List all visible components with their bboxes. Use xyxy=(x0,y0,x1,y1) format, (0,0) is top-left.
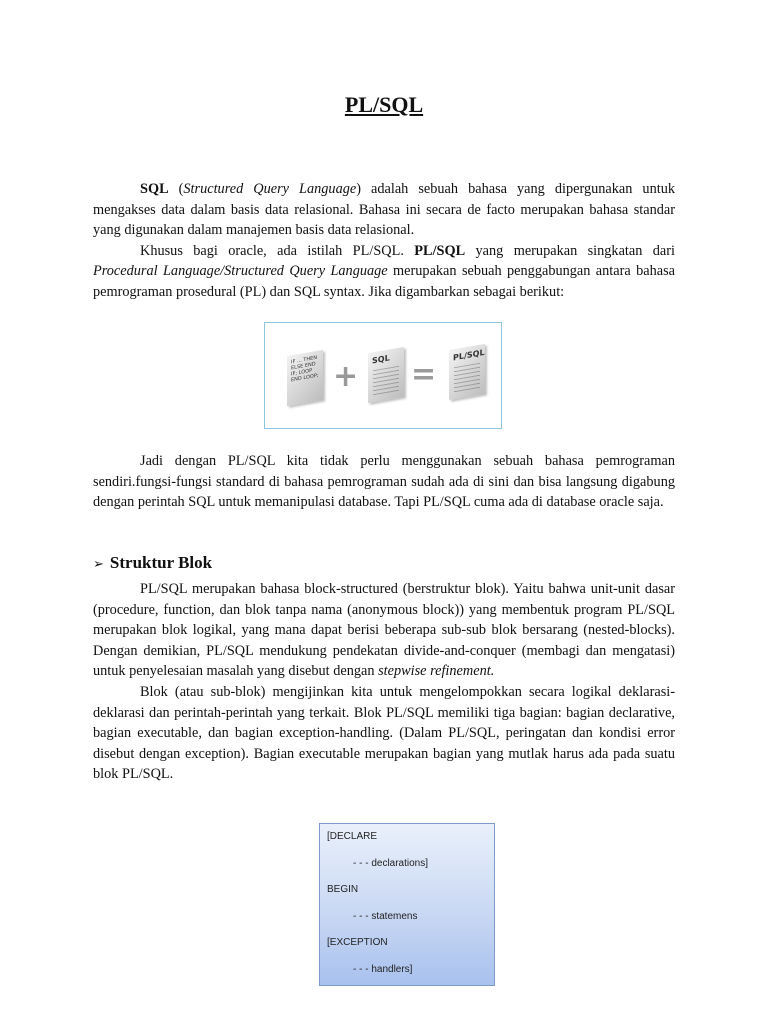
section-heading-text: Struktur Blok xyxy=(109,553,213,572)
paragraph-usage-text xyxy=(93,451,675,513)
code-line: - - - declarations] xyxy=(353,858,429,869)
arrow-bullet-icon: ➢ xyxy=(93,557,104,572)
code-line: - - - statemens xyxy=(353,911,418,922)
paragraph-sql-definition xyxy=(93,179,675,241)
sql-doc-icon xyxy=(368,347,404,403)
intro-section xyxy=(93,179,675,303)
text-run: Khusus bagi oracle, ada istilah PL/SQL. xyxy=(140,242,415,259)
paragraph-block-parts xyxy=(93,682,675,785)
text-run: PL/SQL xyxy=(414,242,466,259)
text-run: Structured Query Language xyxy=(183,181,357,197)
plsql-diagram xyxy=(264,322,502,429)
code-line: [EXCEPTION xyxy=(327,937,388,948)
block-structure-section xyxy=(93,579,675,785)
paragraph-plsql-definition xyxy=(93,241,675,303)
procedural-doc-icon xyxy=(287,350,323,406)
text-run: ( xyxy=(168,181,184,197)
code-line: BEGIN xyxy=(327,884,359,895)
block-syntax-box xyxy=(319,823,495,986)
text-run: stepwise refinement. xyxy=(378,663,495,680)
plus-icon: + xyxy=(333,359,359,394)
text-run: yang merupakan singkatan dari xyxy=(465,242,675,259)
text-run: Procedural Language/Structured Query Language xyxy=(93,263,388,280)
sql-doc-label: SQL xyxy=(372,353,390,366)
text-run: Jadi dengan PL/SQL kita tidak perlu menggunakan sebuah bahasa pemrograman sendiri.fungsi-fungsi standard di bahasa pemrograman sudah ada di sini dan bisa langsung digabung dengan perintah SQL untuk memanipulasi database. Tapi PL/SQL cuma ada di database oracle saja. xyxy=(93,453,675,511)
equals-icon: = xyxy=(411,357,437,392)
text-run: merupakan sebuah penggabungan antara bahasa pemrograman prosedural (PL) dan SQL syntax. Jika digambarkan sebagai berikut: xyxy=(93,263,675,300)
page-title: PL/SQL xyxy=(344,92,424,117)
text-run: PL/SQL merupakan bahasa block-structured (berstruktur blok). Yaitu bahwa unit-unit dasar (procedure, function, dan blok tanpa nama (anonymous block)) yang membentuk program PL/SQL merupakan blok logikal, yang mana dapat berisi beberapa sub-sub blok bersarang (nested-blocks). Dengan demikian, PL/SQL mendukung pendekatan divide-and-conquer (membagi dan mengatasi) untuk penyelesaian masalah yang disebut dengan xyxy=(93,581,675,680)
section-heading xyxy=(93,553,212,573)
paragraph-block-structured xyxy=(93,579,675,682)
paragraph-usage xyxy=(93,451,675,513)
text-run: ) adalah sebuah bahasa yang dipergunakan untuk mengakses data dalam basis data relasional. Bahasa ini secara de facto merupakan bahasa standar yang digunakan dalam manajemen basis data relasional. xyxy=(93,181,675,239)
text-run: SQL xyxy=(140,181,169,197)
code-line: - - - handlers] xyxy=(353,964,413,975)
plsql-doc-label: PL/SQL xyxy=(453,347,485,363)
text-run: Blok (atau sub-blok) mengijinkan kita untuk mengelompokkan secara logikal deklarasi-deklarasi dan perintah-perintah yang terkait. Blok PL/SQL memiliki tiga bagian: bagian declarative, bagian executable, dan bagian exception-handling. (Dalam PL/SQL, peringatan dan kondisi error disebut dengan exception). Bagian executable merupakan bagian yang mutlak harus ada pada suatu blok PL/SQL. xyxy=(93,683,675,783)
procedural-doc-label: IF ... THEN ELSE END IF; LOOP END LOOP; xyxy=(291,354,319,384)
code-line: [DECLARE xyxy=(327,831,378,842)
plsql-doc-icon xyxy=(449,344,485,400)
